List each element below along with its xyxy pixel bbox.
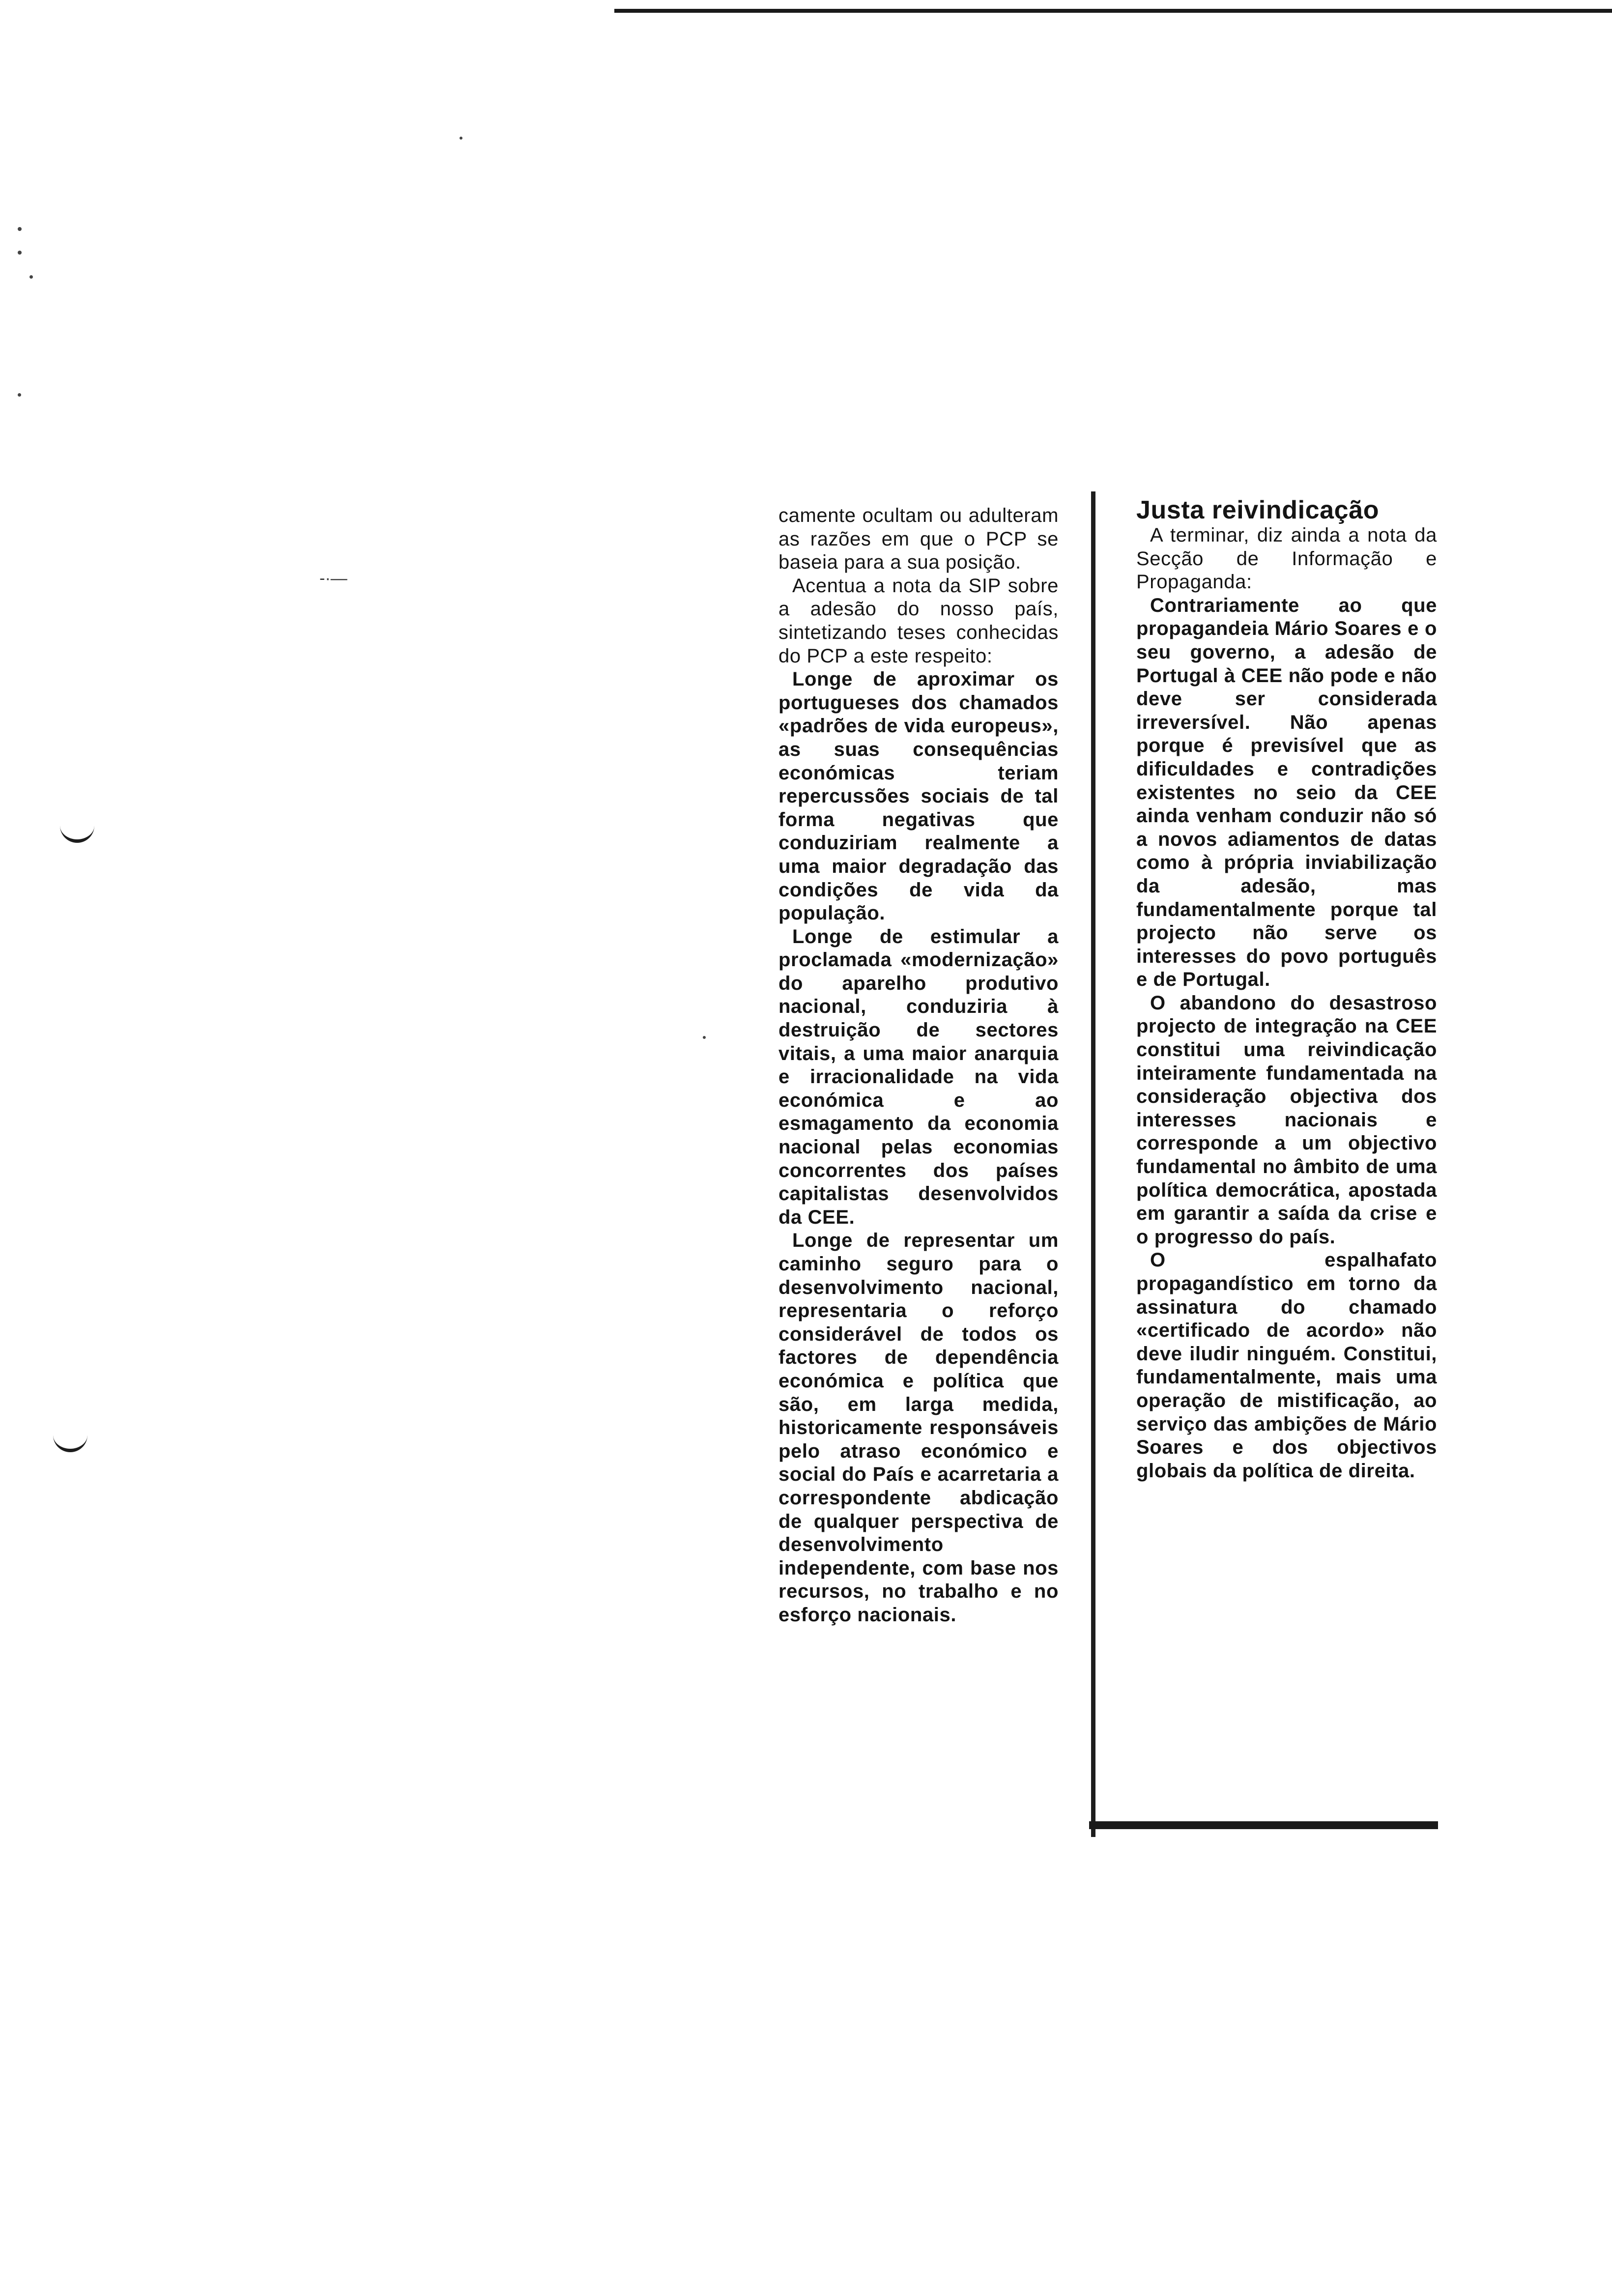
column-divider xyxy=(1091,491,1095,1837)
article-paragraph: Longe de aproximar os portugueses dos chamados «padrões de vida europeus», as suas consequências económicas teriam repercussões sociais de tal forma negativas que conduziriam realmente a uma maior degradação das condições de vida da população. xyxy=(778,668,1059,924)
article-paragraph: camente ocultam ou adulteram as razões em que o PCP se baseia para a sua posição. xyxy=(778,505,1059,574)
scan-speck xyxy=(29,275,33,279)
binder-hole-mark xyxy=(60,822,94,843)
article-paragraph: Acentua a nota da SIP sobre a adesão do nosso país, sintetizando teses conhecidas do PCP a este respeito: xyxy=(778,574,1059,667)
top-edge-rule xyxy=(614,9,1612,13)
scan-speck xyxy=(18,227,22,231)
scan-speck xyxy=(18,393,21,397)
article-paragraph: Longe de estimular a proclamada «modernização» do aparelho produtivo nacional, conduziria à destruição de sectores vitais, a uma maior anarquia e irracionalidade na vida económica e ao esmagamento da economia nacional pelas economias concorrentes dos países capitalistas desenvolvidos da CEE. xyxy=(778,925,1059,1228)
scan-speck xyxy=(18,251,22,255)
scan-mark: -·— xyxy=(319,569,347,588)
article-left-column xyxy=(778,504,1059,1627)
section-headline: Justa reivindicação xyxy=(1136,496,1380,524)
article-paragraph: O espalhafato propagandístico em torno da assinatura do chamado «certificado de acordo» não deve iludir ninguém. Constitui, fundamentalmente, mais uma operação de mistificação, ao serviço das ambições de Mário Soares e dos objectivos globais da política de direita. xyxy=(1136,1249,1437,1482)
scan-speck xyxy=(703,1036,706,1039)
article-paragraph: A terminar, diz ainda a nota da Secção de Informação e Propaganda: xyxy=(1136,524,1437,593)
article-paragraph: Longe de representar um caminho seguro para o desenvolvimento nacional, representaria o reforço considerável de todos os factores de dependência económica e política que são, em larga medida, historicamente responsáveis pelo atraso económico e social do País e acarretaria a correspondente abdicação de qualquer perspectiva de desenvolvimento independente, com base nos recursos, no trabalho e no esforço nacionais. xyxy=(778,1230,1059,1626)
article-paragraph: Contrariamente ao que propagandeia Mário Soares e o seu governo, a adesão de Portugal à CEE não pode e não deve ser considerada irreversível. Não apenas porque é previsível que as dificuldades e contradições existentes no seio da CEE ainda venham conduzir não só a novos adiamentos de datas como à própria inviabilização da adesão, mas fundamentalmente porque tal projecto não serve os interesses do povo português e de Portugal. xyxy=(1136,594,1437,991)
article-paragraph: O abandono do desastroso projecto de integração na CEE constitui uma reivindicação inteiramente fundamentada na consideração objectiva dos interesses nacionais e corresponde a um objectivo fundamental no âmbito de uma política democrática, apostada em garantir a saída da crise e o progresso do país. xyxy=(1136,992,1437,1248)
scan-speck xyxy=(460,137,462,140)
binder-hole-mark xyxy=(53,1431,87,1452)
article-end-rule xyxy=(1089,1821,1438,1829)
article-right-column xyxy=(1136,496,1437,1483)
